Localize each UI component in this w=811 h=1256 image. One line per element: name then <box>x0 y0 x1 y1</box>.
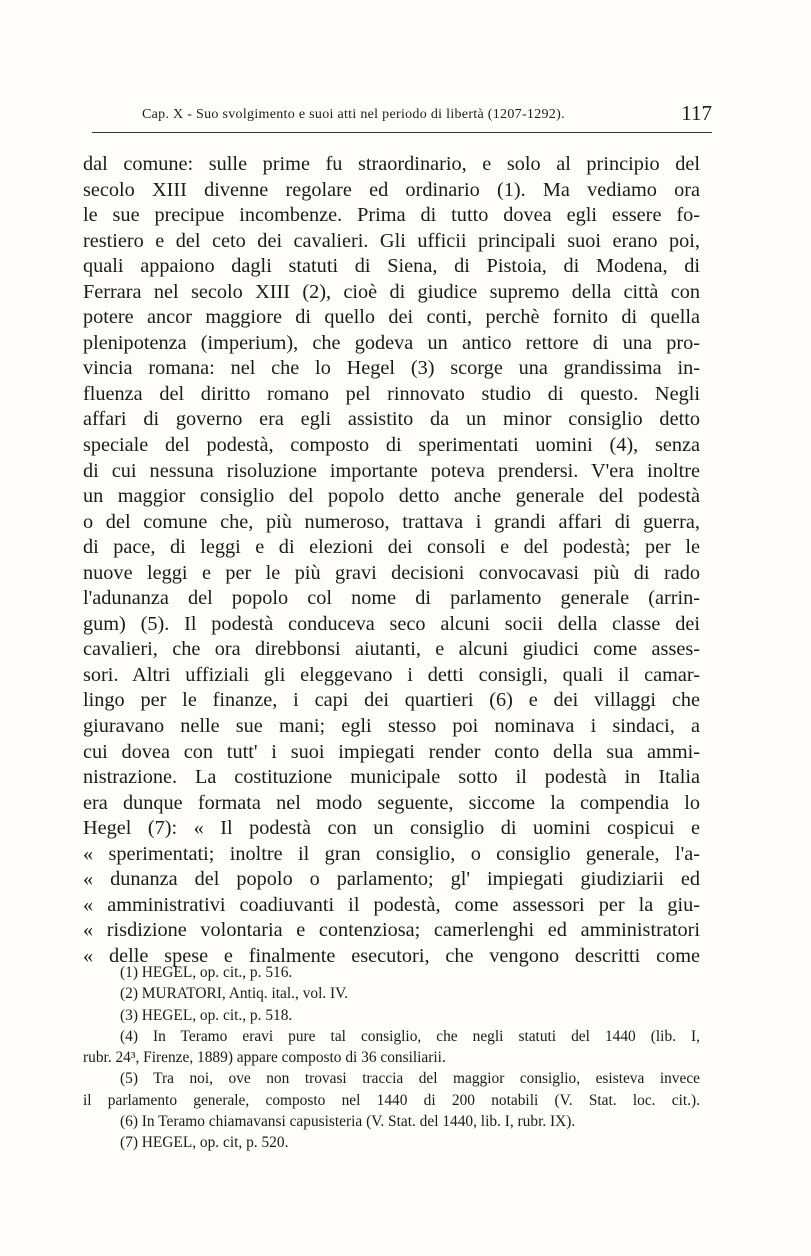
footnote-7: (7) HEGEL, op. cit, p. 520. <box>120 1134 289 1152</box>
text-line: dal comune: sulle prime fu straordinario, e solo al principio del <box>83 153 700 175</box>
text-line: vincia romana: nel che lo Hegel (3) scorge una grandissima in- <box>83 357 700 380</box>
footnote-4-continuation: rubr. 24³, Firenze, 1889) appare composto di 36 consiliarii. <box>83 1049 446 1067</box>
text-line: potere ancor maggiore di quello dei conti, perchè fornito di quella <box>83 306 700 329</box>
text-line: fluenza del diritto romano pel rinnovato studio di questo. Negli <box>83 382 700 405</box>
text-line: restiero e del ceto dei cavalieri. Gli ufficii principali suoi erano poi, <box>83 229 700 252</box>
text-line: Hegel (7): « Il podestà con un consiglio di uomini cospicui e <box>83 817 700 840</box>
text-line: cavalieri, che ora direbbonsi aiutanti, e alcuni giudici come asses- <box>83 638 700 661</box>
text-line: cui dovea con tutt' i suoi impiegati render conto della sua ammi- <box>83 740 700 763</box>
text-line: o del comune che, più numeroso, trattava i grandi affari di guerra, <box>83 510 700 533</box>
footnotes <box>83 962 700 1154</box>
page-header <box>92 103 712 131</box>
header-rule <box>92 132 712 133</box>
text-line: Ferrara nel secolo XIII (2), cioè di giudice supremo della città con <box>83 280 700 303</box>
running-head: Cap. X - Suo svolgimento e suoi atti nel periodo di libertà (1207-1292). <box>142 107 565 122</box>
text-line: era dunque formata nel modo seguente, siccome la compendia lo <box>83 791 700 814</box>
text-line: « dunanza del popolo o parlamento; gl' impiegati giudiziarii ed <box>83 868 700 891</box>
text-line: lingo per le finanze, i capi dei quartieri (6) e dei villaggi che <box>83 689 700 712</box>
text-line: di pace, di leggi e di elezioni dei consoli e del podestà; per le <box>83 536 700 559</box>
text-line: un maggior consiglio del popolo detto anche generale del podestà <box>83 485 700 508</box>
footnote-4: (4) In Teramo eravi pure tal consiglio, che negli statuti del 1440 (lib. I, <box>120 1027 700 1045</box>
footnote-5: (5) Tra noi, ove non trovasi traccia del maggior consiglio, esisteva invece <box>120 1070 700 1088</box>
text-line: affari di governo era egli assistito da un minor consiglio detto <box>83 408 700 431</box>
main-text <box>83 152 700 970</box>
text-line: quali appaiono dagli statuti di Siena, di Pistoia, di Modena, di <box>83 255 700 278</box>
footnote-1: (1) HEGEL, op. cit., p. 516. <box>120 964 293 981</box>
text-line: « risdizione volontaria e contenziosa; camerlenghi ed amministratori <box>83 919 700 942</box>
text-line: speciale del podestà, composto di sperimentati uomini (4), senza <box>83 434 700 457</box>
footnote-3: (3) HEGEL, op. cit., p. 518. <box>120 1006 293 1024</box>
text-line: « amministrativi coadiuvanti il podestà, come assessori per la giu- <box>83 893 700 916</box>
text-line: gum) (5). Il podestà conduceva seco alcuni socii della classe dei <box>83 612 700 635</box>
footnote-6: (6) In Teramo chiamavansi capusisteria (V. Stat. del 1440, lib. I, rubr. IX). <box>120 1113 576 1131</box>
text-line: sori. Altri uffiziali gli eleggevano i detti consigli, quali il camar- <box>83 663 700 686</box>
footnote-2: (2) MURATORI, Antiq. ital., vol. IV. <box>120 985 349 1003</box>
page-number: 117 <box>681 101 712 125</box>
text-line: secolo XIII divenne regolare ed ordinario (1). Ma vediamo ora <box>83 178 700 201</box>
text-line: nistrazione. La costituzione municipale sotto il podestà in Italia <box>83 766 700 789</box>
text-line: le sue precipue incombenze. Prima di tutto dovea egli essere fo- <box>83 204 700 227</box>
text-line: « sperimentati; inoltre il gran consiglio, o consiglio generale, l'a- <box>83 842 700 865</box>
text-line: nuove leggi e per le più gravi decisioni convocavasi più di rado <box>83 561 700 584</box>
text-line: giuravano nelle sue mani; egli stesso poi nominava i sindaci, a <box>83 715 700 738</box>
text-line: plenipotenza (imperium), che godeva un antico rettore di una pro- <box>83 331 700 354</box>
text-line: « delle spese e finalmente esecutori, che vengono descritti come <box>83 944 700 967</box>
footnote-5-continuation: il parlamento generale, composto nel 1440 di 200 notabili (V. Stat. loc. cit.). <box>83 1091 700 1109</box>
text-line: l'adunanza del popolo col nome di parlamento generale (arrin- <box>83 587 700 610</box>
text-line: di cui nessuna risoluzione importante poteva prendersi. V'era inoltre <box>83 459 700 482</box>
